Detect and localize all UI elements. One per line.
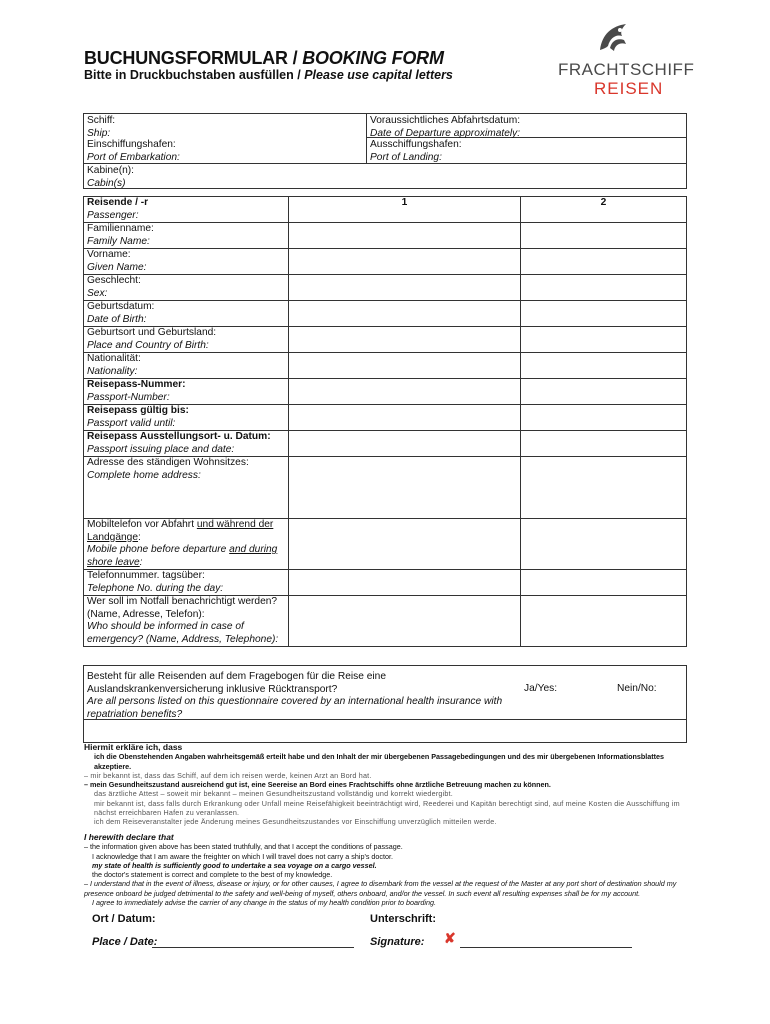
dob-label-de: Geburtsdatum: (87, 301, 155, 312)
subtitle-english: Please use capital letters (304, 68, 453, 82)
passenger-header-en: Passenger: (87, 209, 139, 221)
declaration-en-item-3: my state of health is sufficiently good to undertake a sea voyage on a cargo vessel. (92, 860, 377, 870)
phone-input-2[interactable] (521, 570, 687, 596)
sex-input-1[interactable] (289, 275, 521, 301)
signature-label-de: Unterschrift: (370, 913, 437, 925)
insurance-question-de: Besteht für alle Reisenden auf dem Fragebogen für die Reise eine Auslandskrankenversicherung inklusive Rücktransport? (87, 671, 387, 695)
phone-input-1[interactable] (289, 570, 521, 596)
birthplace-label-en: Place and Country of Birth: (87, 339, 209, 351)
passenger-header-de: Reisende / -r (87, 197, 149, 208)
ship-label-en: Ship: (87, 127, 111, 139)
declaration-english (84, 833, 688, 907)
nationality-label-en: Nationality: (87, 365, 138, 377)
passport-valid-label-en: Passport valid until: (87, 417, 176, 429)
subtitle-german: Bitte in Druckbuchstaben ausfüllen / (84, 68, 305, 82)
cabin-label-de: Kabine(n): (87, 165, 135, 176)
table-row (84, 379, 687, 405)
embarkation-port-field[interactable] (84, 138, 366, 163)
cabin-label-en: Cabin(s) (87, 177, 126, 189)
home-address-input-1[interactable] (289, 457, 521, 519)
embark-label-de: Einschiffungshafen: (87, 139, 176, 150)
family-name-input-2[interactable] (521, 223, 687, 249)
birthplace-input-2[interactable] (521, 327, 687, 353)
departure-label-de: Voraussichtliches Abfahrtsdatum: (370, 115, 521, 126)
declaration-en-item-6: I agree to immediately advise the carrier of any change in the status of my health condition prior to boarding. (92, 898, 436, 908)
ship-logo-icon (596, 20, 632, 56)
voyage-details-box (83, 113, 687, 189)
passport-valid-label-de: Reisepass gültig bis: (87, 405, 189, 416)
birthplace-label-de: Geburtsort und Geburtsland: (87, 327, 217, 338)
page-subtitle (84, 68, 453, 82)
table-row (84, 301, 687, 327)
landing-label-de: Ausschiffungshafen: (370, 139, 462, 150)
table-row (84, 596, 687, 647)
emergency-label-de: Wer soll im Notfall benachrichtigt werden? (Name, Adresse, Telefon): (87, 596, 278, 620)
declaration-en-item-4: the doctor's statement is correct and complete to the best of my knowledge. (92, 870, 333, 880)
family-name-label-de: Familienname: (87, 223, 154, 234)
insurance-box (83, 665, 687, 743)
declaration-de-item-3: – mein Gesundheitszustand ausreichend gut ist, eine Seereise an Bord eines Frachtschiffs ohne ärztliche Betreuung machen zu können. (84, 780, 551, 790)
place-date-line[interactable] (152, 947, 354, 948)
nationality-input-2[interactable] (521, 353, 687, 379)
table-row (84, 275, 687, 301)
mobile-label-en: Mobile phone before departure and during shore leave: (87, 544, 278, 568)
family-name-label-en: Family Name: (87, 235, 150, 247)
declaration-german (84, 743, 688, 827)
logo-text-reisen: REISEN (594, 79, 664, 98)
passenger-table (83, 196, 687, 647)
signature-label-en: Signature: (370, 936, 425, 948)
passport-issue-label-de: Reisepass Ausstellungsort- u. Datum: (87, 431, 271, 442)
embark-label-en: Port of Embarkation: (87, 151, 180, 163)
declaration-de-item-5: mir bekannt ist, dass falls durch Erkrankung oder Unfall meine Reisefähigkeit beeinträchtigt wird, Reederei und Kapitän berechtigt sind, auf meine Kosten die Ausschiffung im nächst erreichbaren Hafen zu veranlassen. (94, 798, 680, 818)
place-date-label-en: Place / Date: (92, 936, 158, 948)
given-name-input-2[interactable] (521, 249, 687, 275)
table-row (84, 570, 687, 596)
insurance-question-en: Are all persons listed on this questionnaire covered by an international health insurance with repatriation benefits? (87, 696, 503, 720)
table-row (84, 405, 687, 431)
passenger-header-cell (84, 197, 289, 223)
table-row (84, 519, 687, 570)
signature-line[interactable] (460, 947, 632, 948)
passport-issue-input-1[interactable] (289, 431, 521, 457)
insurance-yes-option[interactable]: Ja/Yes: (524, 683, 558, 694)
passport-issue-input-2[interactable] (521, 431, 687, 457)
given-name-label-en: Given Name: (87, 261, 147, 273)
declaration-de-item-6: ich dem Reiseveranstalter jede Änderung meines Gesundheitszustandes vor Einschiffung unverzüglich mitteilen werde. (94, 817, 497, 827)
table-row (84, 457, 687, 519)
passenger-1-header: 1 (289, 197, 521, 223)
dob-input-1[interactable] (289, 301, 521, 327)
table-row (84, 249, 687, 275)
declaration-en-item-1: – the information given above has been stated truthfully, and that I accept the conditions of passage. (84, 842, 403, 852)
insurance-divider (84, 719, 686, 720)
dob-label-en: Date of Birth: (87, 313, 147, 325)
declaration-en-item-5: – I understand that in the event of illness, disease or injury, or for other causes, I agree to disembark from the vessel at the request of the Master at any port short of destination should my presence onboard be judged detrimental to the safety and well-being of myself, others onboard, and/or the vessel. In such event all resulting expenses shall be for my account. (84, 879, 677, 898)
insurance-no-option[interactable]: Nein/No: (617, 683, 657, 694)
mobile-input-1[interactable] (289, 519, 521, 570)
ship-label-de: Schiff: (87, 115, 116, 126)
dob-input-2[interactable] (521, 301, 687, 327)
place-date-label-de: Ort / Datum: (92, 913, 156, 925)
mobile-input-2[interactable] (521, 519, 687, 570)
emergency-input-2[interactable] (521, 596, 687, 647)
home-address-input-2[interactable] (521, 457, 687, 519)
home-address-label-en: Complete home address: (87, 469, 201, 481)
given-name-input-1[interactable] (289, 249, 521, 275)
home-address-label-de: Adresse des ständigen Wohnsitzes: (87, 457, 249, 468)
table-row (84, 327, 687, 353)
table-row (84, 353, 687, 379)
emergency-input-1[interactable] (289, 596, 521, 647)
table-row (84, 431, 687, 457)
family-name-input-1[interactable] (289, 223, 521, 249)
emergency-label-en: Who should be informed in case of emergency? (Name, Address, Telephone): (87, 621, 279, 645)
sex-label-en: Sex: (87, 287, 108, 299)
declaration-de-heading: Hiermit erkläre ich, dass (84, 742, 183, 752)
passport-valid-input-1[interactable] (289, 405, 521, 431)
title-german: BUCHUNGSFORMULAR / (84, 48, 303, 68)
phone-label-de: Telefonnummer. tagsüber: (87, 570, 205, 581)
passport-number-input-1[interactable] (289, 379, 521, 405)
ship-field[interactable] (84, 114, 366, 138)
passport-number-label-en: Passport-Number: (87, 391, 170, 403)
departure-date-field[interactable] (366, 114, 686, 138)
landing-label-en: Port of Landing: (370, 151, 442, 163)
sex-input-2[interactable] (521, 275, 687, 301)
sex-label-de: Geschlecht: (87, 275, 141, 286)
insurance-question (84, 670, 509, 722)
logo-text-frachtschiff: FRACHTSCHIFF (558, 60, 695, 79)
departure-label-en: Date of Departure approximately: (370, 127, 521, 139)
mobile-label-de: Mobiltelefon vor Abfahrt und während der Landgänge: (87, 519, 274, 543)
table-header-row (84, 197, 687, 223)
nationality-input-1[interactable] (289, 353, 521, 379)
declaration-de-item-1: ich die Obenstehenden Angaben wahrheitsgemäß erteilt habe und den Inhalt der mir übergebenen Passagebedingungen und des mir übergebenen Informationsblattes akzeptiere. (94, 752, 665, 771)
page-title (84, 48, 444, 69)
company-logo (558, 20, 695, 100)
passport-number-label-de: Reisepass-Nummer: (87, 379, 186, 390)
declaration-en-item-2: I acknowledge that I am aware the freighter on which I will travel does not carry a ship's doctor. (92, 851, 394, 861)
cabin-field[interactable] (84, 163, 686, 188)
given-name-label-de: Vorname: (87, 249, 131, 260)
phone-label-en: Telephone No. during the day: (87, 582, 224, 594)
table-row (84, 223, 687, 249)
title-english: BOOKING FORM (302, 48, 444, 68)
sign-here-x-icon: ✘ (444, 930, 456, 946)
passport-number-input-2[interactable] (521, 379, 687, 405)
declaration-de-item-2: – mir bekannt ist, dass das Schiff, auf dem ich reisen werde, keinen Arzt an Bord hat. (84, 770, 372, 780)
passport-issue-label-en: Passport issuing place and date: (87, 443, 235, 455)
declaration-de-item-4: das ärztliche Attest – soweit mir bekannt – meinen Gesundheitszustand vollständig und korrekt wiedergibt. (94, 789, 453, 799)
nationality-label-de: Nationalität: (87, 353, 141, 364)
birthplace-input-1[interactable] (289, 327, 521, 353)
declaration-en-heading: I herewith declare that (84, 832, 174, 842)
passenger-2-header: 2 (521, 197, 687, 223)
passport-valid-input-2[interactable] (521, 405, 687, 431)
landing-port-field[interactable] (366, 138, 686, 163)
